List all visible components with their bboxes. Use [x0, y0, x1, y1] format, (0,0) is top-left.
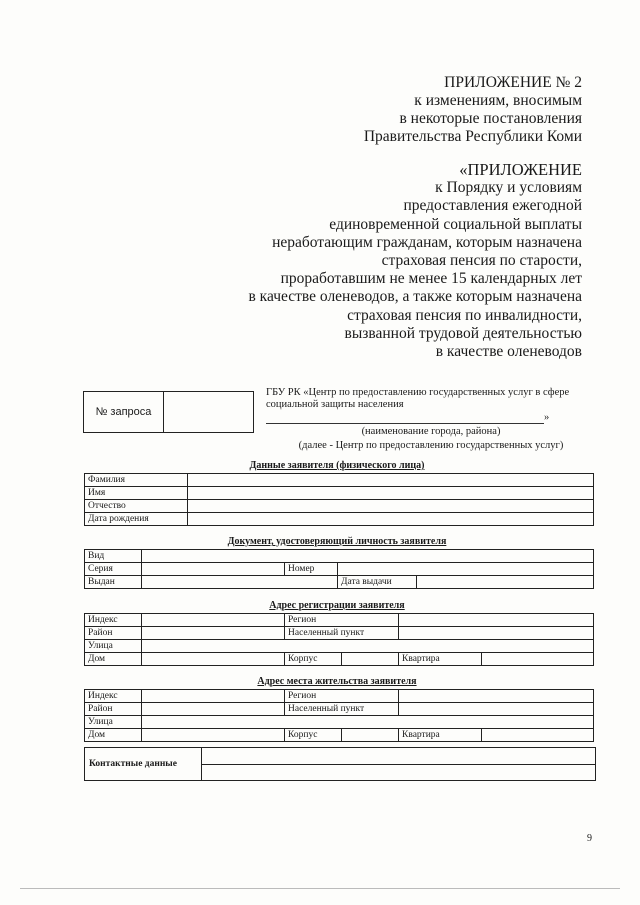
table-row	[85, 487, 594, 500]
registration-table	[84, 613, 594, 666]
document-type-field[interactable]	[142, 550, 594, 563]
field-label: Отчество	[85, 500, 188, 513]
contact-field[interactable]	[202, 748, 595, 765]
residence-section-title: Адрес места жительства заявителя	[257, 676, 417, 687]
field-label: Район	[85, 627, 142, 640]
reg-region-field[interactable]	[399, 614, 594, 627]
table-row	[85, 500, 594, 513]
field-label: Корпус	[285, 653, 342, 665]
res-building-cell	[285, 729, 399, 742]
res-district-field[interactable]	[142, 703, 285, 716]
page-bottom-divider	[20, 888, 620, 889]
table-row	[85, 474, 594, 487]
birth-date-field[interactable]	[188, 513, 594, 526]
name-field[interactable]	[188, 487, 594, 500]
table-row	[85, 703, 594, 716]
appendix-procedure-line: предоставления ежегодной	[403, 197, 582, 215]
service-center-block	[266, 387, 596, 452]
table-row	[85, 716, 594, 729]
page-number: 9	[587, 833, 592, 844]
field-label: Вид	[85, 550, 142, 563]
appendix-header	[222, 74, 582, 146]
appendix-procedure-line: к Порядку и условиям	[435, 179, 582, 197]
appendix-procedure-line: страховая пенсия по инвалидности,	[347, 306, 582, 324]
contact-field[interactable]	[202, 765, 595, 781]
appendix-title: ПРИЛОЖЕНИЕ № 2	[444, 74, 582, 91]
field-label: Индекс	[85, 690, 142, 703]
table-row	[85, 690, 594, 703]
service-center-abbrev-note: (далее - Центр по предоставлению государственных услуг)	[298, 440, 564, 451]
request-number-field[interactable]	[164, 392, 253, 432]
table-row	[85, 653, 594, 666]
document-section-title: Документ, удостоверяющий личность заявителя	[227, 536, 447, 547]
patronymic-field[interactable]	[188, 500, 594, 513]
city-district-caption: (наименование города, района)	[361, 426, 501, 437]
contacts-label: Контактные данные	[85, 748, 202, 780]
field-label: Дата выдачи	[338, 576, 417, 589]
reg-building-field[interactable]	[342, 653, 398, 665]
document-number-field[interactable]	[338, 563, 594, 576]
appendix-procedure-line: в качестве оленеводов	[435, 343, 582, 361]
reg-locality-field[interactable]	[399, 627, 594, 640]
appendix-procedure-line: неработающим гражданам, которым назначена	[272, 233, 582, 251]
applicant-table	[84, 473, 594, 526]
appendix-procedure-line: единовременной социальной выплаты	[329, 215, 582, 233]
field-label: Индекс	[85, 614, 142, 627]
contacts-box	[84, 747, 596, 781]
res-building-field[interactable]	[342, 729, 398, 741]
res-street-field[interactable]	[142, 716, 594, 729]
appendix-procedure-line: проработавшим не менее 15 календарных лет	[280, 270, 582, 288]
city-district-field[interactable]	[266, 411, 544, 424]
field-label: Населенный пункт	[285, 703, 399, 716]
appendix-line: к изменениям, вносимым	[414, 92, 582, 109]
field-label: Улица	[85, 640, 142, 653]
applicant-section-title: Данные заявителя (физического лица)	[249, 460, 425, 471]
reg-house-field[interactable]	[142, 653, 285, 666]
field-label: Выдан	[85, 576, 142, 589]
registration-section-title: Адрес регистрации заявителя	[269, 600, 405, 611]
appendix-procedure-header	[162, 161, 582, 361]
contacts-fields	[202, 748, 595, 780]
request-number-label: № запроса	[84, 392, 164, 432]
document-table	[84, 549, 594, 589]
field-label: Район	[85, 703, 142, 716]
field-label: Регион	[285, 690, 399, 703]
reg-district-field[interactable]	[142, 627, 285, 640]
reg-street-field[interactable]	[142, 640, 594, 653]
appendix-procedure-title: «ПРИЛОЖЕНИЕ	[459, 160, 582, 179]
field-label: Квартира	[399, 653, 482, 666]
table-row	[85, 640, 594, 653]
document-issued-by-field[interactable]	[142, 576, 338, 589]
document-series-field[interactable]	[142, 563, 285, 576]
res-region-field[interactable]	[399, 690, 594, 703]
request-number-box	[83, 391, 254, 433]
field-label: Улица	[85, 716, 142, 729]
res-house-field[interactable]	[142, 729, 285, 742]
field-label: Серия	[85, 563, 142, 576]
table-row	[85, 576, 594, 589]
appendix-line: Правительства Республики Коми	[363, 128, 582, 145]
field-label: Дата рождения	[85, 513, 188, 526]
field-label: Дом	[85, 729, 142, 742]
document-issue-date-field[interactable]	[417, 576, 594, 589]
service-center-line: социальной защиты населения	[266, 399, 404, 410]
table-row	[85, 563, 594, 576]
appendix-procedure-line: в качестве оленеводов, а также которым назначена	[248, 288, 582, 306]
field-label: Имя	[85, 487, 188, 500]
appendix-procedure-line: страховая пенсия по старости,	[381, 252, 582, 270]
res-locality-field[interactable]	[399, 703, 594, 716]
reg-building-cell	[285, 653, 399, 666]
table-row	[85, 513, 594, 526]
closing-quote: »	[544, 412, 550, 423]
table-row	[85, 627, 594, 640]
field-label: Дом	[85, 653, 142, 666]
appendix-line: в некоторые постановления	[399, 110, 582, 127]
table-row	[85, 550, 594, 563]
reg-apartment-field[interactable]	[482, 653, 594, 666]
field-label: Квартира	[399, 729, 482, 742]
reg-index-field[interactable]	[142, 614, 285, 627]
field-label: Населенный пункт	[285, 627, 399, 640]
service-center-line: ГБУ РК «Центр по предоставлению государственных услуг в сфере	[266, 387, 570, 398]
table-row	[85, 614, 594, 627]
field-label: Регион	[285, 614, 399, 627]
field-label: Корпус	[285, 729, 342, 741]
appendix-procedure-line: вызванной трудовой деятельностью	[344, 324, 582, 342]
res-index-field[interactable]	[142, 690, 285, 703]
surname-field[interactable]	[188, 474, 594, 487]
res-apartment-field[interactable]	[482, 729, 594, 742]
field-label: Фамилия	[85, 474, 188, 487]
table-row	[85, 729, 594, 742]
residence-table	[84, 689, 594, 742]
field-label: Номер	[285, 563, 338, 576]
